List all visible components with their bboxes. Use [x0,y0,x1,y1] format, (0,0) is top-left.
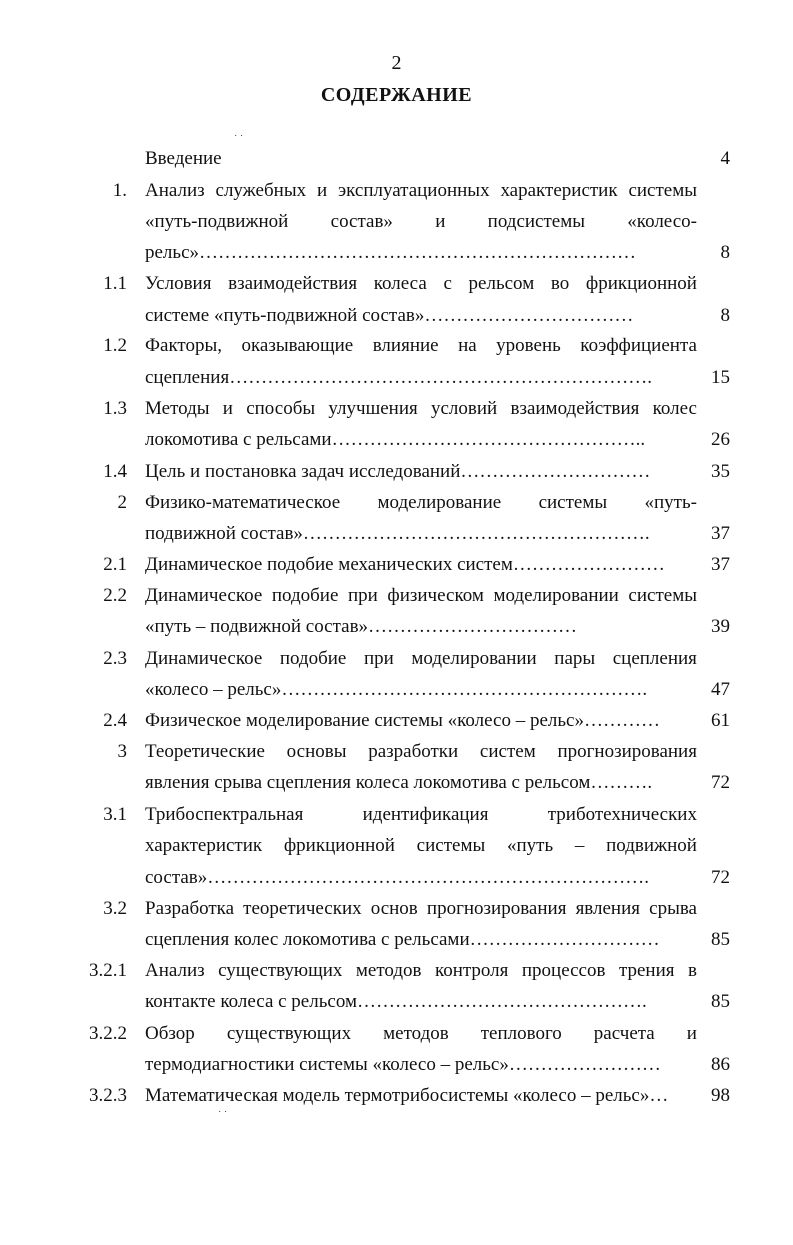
scan-speck: ˙ ˙ [218,1110,228,1121]
toc-line [0,955,793,986]
toc-line [0,487,793,518]
toc-entry-text: Введение [145,148,222,169]
toc-line [0,674,793,705]
toc-section-number: 1.2 [103,335,127,356]
toc-line [0,799,793,830]
toc-page-number: 72 [711,772,730,793]
toc-page-number: 85 [711,991,730,1012]
toc-page-number: 39 [711,616,730,637]
toc-section-number: 2.3 [103,648,127,669]
toc-entry-text: Цель и постановка задач исследований………………………… [145,461,651,482]
toc-line [0,611,793,642]
toc-line [0,456,793,487]
scan-speck: ˙ ˙ [234,134,244,145]
toc-line [0,705,793,736]
toc-line [0,330,793,361]
toc-line [0,1080,793,1111]
toc-entry-text: Динамическое подобие механических систем…………………… [145,554,665,575]
toc-entry-text: Трибоспектральная идентификация триботехнических [145,804,697,825]
toc-entry-text: «путь – подвижной состав»…………………………… [145,616,578,637]
toc-entry-text: Методы и способы улучшения условий взаимодействия колес [145,398,697,419]
toc-section-number: 1.4 [103,461,127,482]
toc-entry-text: Факторы, оказывающие влияние на уровень коэффициента [145,335,697,356]
toc-line [0,1049,793,1080]
toc-entry-text: Анализ существующих методов контроля процессов трения в [145,960,697,981]
toc-section-number: 3.2 [103,898,127,919]
toc-line [0,143,793,174]
toc-line [0,893,793,924]
toc-section-number: 3 [117,741,127,762]
toc-line [0,206,793,237]
toc-page-number: 86 [711,1054,730,1075]
toc-page-number: 37 [711,523,730,544]
toc-entry-text: Теоретические основы разработки систем прогнозирования [145,741,697,762]
toc-line [0,518,793,549]
toc-entry-text: Математическая модель термотрибосистемы «колесо – рельс»… [145,1085,669,1106]
toc-page-number: 8 [720,305,730,326]
toc-line [0,830,793,861]
toc-line [0,549,793,580]
toc-page-number: 85 [711,929,730,950]
toc-entry-text: подвижной состав»………………………………………………. [145,523,650,544]
page-title: СОДЕРЖАНИЕ [320,84,473,106]
toc-line [0,300,793,331]
toc-entry-text: характеристик фрикционной системы «путь – подвижной [145,835,697,856]
toc-entry-text: сцепления колес локомотива с рельсами………………………… [145,929,660,950]
toc-page-number: 98 [711,1085,730,1106]
toc-line [0,580,793,611]
toc-line [0,268,793,299]
toc-entry-text: Условия взаимодействия колеса с рельсом во фрикционной [145,273,697,294]
toc-entry-text: локомотива с рельсами………………………………………….. [145,429,646,450]
toc-page-number: 35 [711,461,730,482]
toc-page-number: 72 [711,867,730,888]
toc-line [0,736,793,767]
toc-line [0,362,793,393]
toc-entry-text: рельс»…………………………………………………………… [145,242,637,263]
toc-section-number: 3.2.3 [89,1085,127,1106]
toc-section-number: 2.4 [103,710,127,731]
toc-entry-text: термодиагностики системы «колесо – рельс»…………………… [145,1054,661,1075]
toc-section-number: 1. [112,180,127,201]
toc-entry-text: Динамическое подобие при физическом моделировании системы [145,585,697,606]
toc-line [0,1018,793,1049]
toc-entry-text: Анализ служебных и эксплуатационных характеристик системы [145,180,697,201]
toc-line [0,767,793,798]
toc-entry-text: состав»……………………………………………………………. [145,867,650,888]
toc-entry-text: «колесо – рельс»…………………………………………………. [145,679,648,700]
toc-entry-text: Физическое моделирование системы «колесо – рельс»………… [145,710,660,731]
toc-page-number: 61 [711,710,730,731]
toc-entry-text: сцепления…………………………………………………………. [145,367,652,388]
toc-entry-text: «путь-подвижной состав» и подсистемы «колесо- [145,211,697,232]
toc-page-number: 47 [711,679,730,700]
toc-line [0,424,793,455]
toc-line [0,862,793,893]
toc-entry-text: Разработка теоретических основ прогнозирования явления срыва [145,898,697,919]
toc-section-number: 3.2.2 [89,1023,127,1044]
toc-entry-text: явления срыва сцепления колеса локомотива с рельсом………. [145,772,653,793]
toc-section-number: 2 [117,492,127,513]
toc-line [0,237,793,268]
toc-section-number: 1.3 [103,398,127,419]
toc-section-number: 2.2 [103,585,127,606]
toc-section-number: 1.1 [103,273,127,294]
toc-entry-text: Динамическое подобие при моделировании пары сцепления [145,648,697,669]
toc-entry-text: системе «путь-подвижной состав»…………………………… [145,305,634,326]
toc-line [0,986,793,1017]
toc-line [0,643,793,674]
toc-page-number: 8 [720,242,730,263]
page-number: 2 [391,52,402,74]
toc-page-number: 37 [711,554,730,575]
toc-section-number: 3.2.1 [89,960,127,981]
toc-page-number: 26 [711,429,730,450]
toc-section-number: 3.1 [103,804,127,825]
toc-entry-text: Физико-математическое моделирование системы «путь- [145,492,697,513]
toc-line [0,924,793,955]
toc-section-number: 2.1 [103,554,127,575]
toc-entry-text: Обзор существующих методов теплового расчета и [145,1023,697,1044]
toc-entry-text: контакте колеса с рельсом………………………………………. [145,991,647,1012]
toc-line [0,393,793,424]
toc-line [0,175,793,206]
toc-page-number: 15 [711,367,730,388]
toc-page-number: 4 [720,148,730,169]
